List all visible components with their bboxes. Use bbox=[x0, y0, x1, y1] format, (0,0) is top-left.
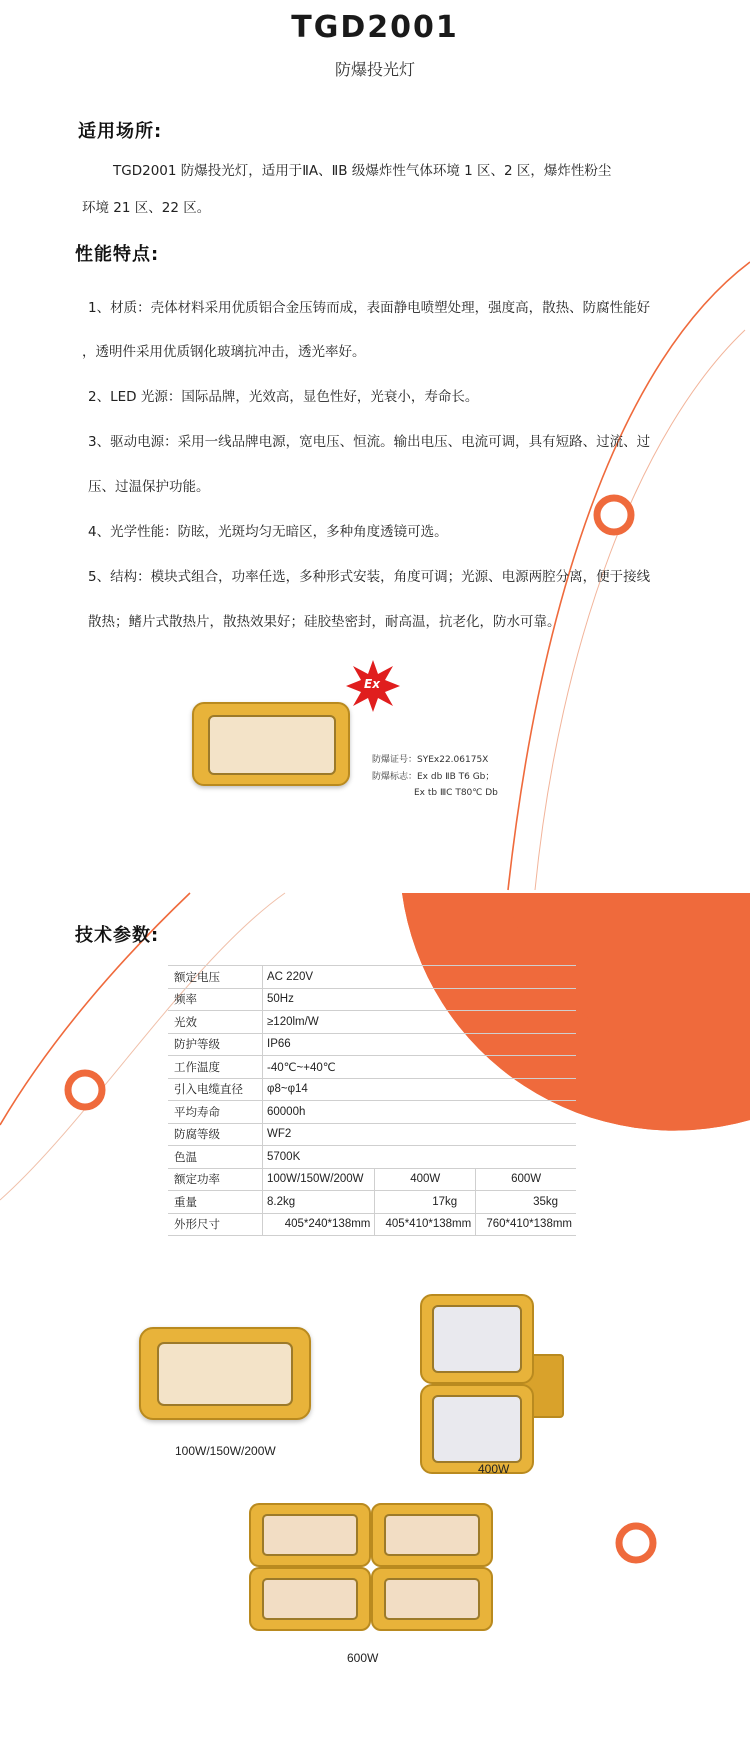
product-image-100w bbox=[139, 1327, 311, 1420]
table-row bbox=[168, 1101, 576, 1124]
table-row bbox=[168, 1011, 576, 1034]
spec-label: 引入电缆直径 bbox=[168, 1078, 263, 1101]
table-row bbox=[168, 988, 576, 1011]
spec-label: 光效 bbox=[168, 1011, 263, 1034]
spec-value: 405*410*138mm bbox=[375, 1213, 476, 1236]
table-row bbox=[168, 1123, 576, 1146]
table-row bbox=[168, 1146, 576, 1169]
feature-line: ，透明件采用优质钢化玻璃抗冲击，透光率好。 bbox=[82, 344, 366, 360]
spec-label: 平均寿命 bbox=[168, 1101, 263, 1124]
product-image-small-top bbox=[192, 702, 350, 786]
thin-curve-right-2 bbox=[535, 330, 745, 890]
spec-value: 400W bbox=[375, 1168, 476, 1191]
ring-marker-left bbox=[68, 1073, 102, 1107]
spec-value: 760*410*138mm bbox=[476, 1213, 576, 1236]
spec-label: 额定功率 bbox=[168, 1168, 263, 1191]
spec-value: 35kg bbox=[476, 1191, 576, 1214]
product-image-400w bbox=[420, 1294, 540, 1472]
cert-mark-line1: 防爆标志：Ex db ⅡB T6 Gb； bbox=[372, 772, 495, 782]
spec-label: 色温 bbox=[168, 1146, 263, 1169]
table-row bbox=[168, 1168, 576, 1191]
spec-value: 17kg bbox=[375, 1191, 476, 1214]
cert-number: 防爆证号：SYEx22.06175X bbox=[372, 755, 489, 765]
product-image-600w bbox=[249, 1503, 491, 1629]
spec-label: 额定电压 bbox=[168, 966, 263, 989]
spec-value: 50Hz bbox=[263, 988, 577, 1011]
features-heading: 性能特点: bbox=[75, 244, 160, 265]
caption-600w: 600W bbox=[347, 1651, 379, 1665]
spec-label: 防腐等级 bbox=[168, 1123, 263, 1146]
spec-label: 防护等级 bbox=[168, 1033, 263, 1056]
table-row bbox=[168, 1078, 576, 1101]
spec-table bbox=[168, 965, 576, 1236]
usage-text-line2: 环境 21 区、22 区。 bbox=[82, 200, 211, 216]
usage-text-line1: TGD2001 防爆投光灯，适用于ⅡA、ⅡB 级爆炸性气体环境 1 区、2 区，爆炸性粉尘 bbox=[113, 163, 612, 179]
feature-line: 散热；鳍片式散热片，散热效果好；硅胶垫密封，耐高温，抗老化，防水可靠。 bbox=[88, 614, 561, 630]
page-subtitle: 防爆投光灯 bbox=[334, 60, 415, 79]
caption-400w: 400W bbox=[478, 1462, 510, 1476]
spec-value: 60000h bbox=[263, 1101, 577, 1124]
spec-value: 405*240*138mm bbox=[263, 1213, 375, 1236]
usage-heading: 适用场所: bbox=[78, 121, 163, 142]
spec-label: 重量 bbox=[168, 1191, 263, 1214]
feature-line: 2、LED 光源：国际品牌，光效高，显色性好，光衰小，寿命长。 bbox=[88, 389, 479, 405]
spec-value: -40℃~+40℃ bbox=[263, 1056, 577, 1079]
table-row bbox=[168, 966, 576, 989]
spec-value: 100W/150W/200W bbox=[263, 1168, 375, 1191]
table-row bbox=[168, 1213, 576, 1236]
feature-line: 1、材质：壳体材料采用优质铝合金压铸而成，表面静电喷塑处理，强度高，散热、防腐性能好 bbox=[88, 300, 651, 316]
cert-mark-line2: Ex tb ⅢC T80℃ Db bbox=[414, 788, 498, 798]
caption-100w: 100W/150W/200W bbox=[175, 1444, 276, 1458]
spec-value: 5700K bbox=[263, 1146, 577, 1169]
spec-value: AC 220V bbox=[263, 966, 577, 989]
page-title: TGD2001 bbox=[291, 10, 459, 45]
ex-logo-text: Ex bbox=[364, 677, 380, 691]
spec-value: ≥120lm/W bbox=[263, 1011, 577, 1034]
feature-line: 压、过温保护功能。 bbox=[88, 479, 210, 495]
specs-heading: 技术参数: bbox=[75, 925, 160, 946]
feature-line: 5、结构：模块式组合，功率任选，多种形式安装，角度可调；光源、电源两腔分离，便于接线 bbox=[88, 569, 651, 585]
spec-value: φ8~φ14 bbox=[263, 1078, 577, 1101]
spec-label: 工作温度 bbox=[168, 1056, 263, 1079]
feature-line: 4、光学性能：防眩，光斑均匀无暗区，多种角度透镜可选。 bbox=[88, 524, 448, 540]
feature-line: 3、驱动电源：采用一线品牌电源，宽电压、恒流。输出电压、电流可调，具有短路、过流、过 bbox=[88, 434, 651, 450]
spec-value: WF2 bbox=[263, 1123, 577, 1146]
spec-label: 频率 bbox=[168, 988, 263, 1011]
ring-marker-bottom bbox=[619, 1526, 653, 1560]
spec-value: IP66 bbox=[263, 1033, 577, 1056]
spec-value: 8.2kg bbox=[263, 1191, 375, 1214]
table-row bbox=[168, 1191, 576, 1214]
table-row bbox=[168, 1056, 576, 1079]
ring-marker-top bbox=[597, 498, 631, 532]
spec-value: 600W bbox=[476, 1168, 576, 1191]
spec-label: 外形尺寸 bbox=[168, 1213, 263, 1236]
table-row bbox=[168, 1033, 576, 1056]
